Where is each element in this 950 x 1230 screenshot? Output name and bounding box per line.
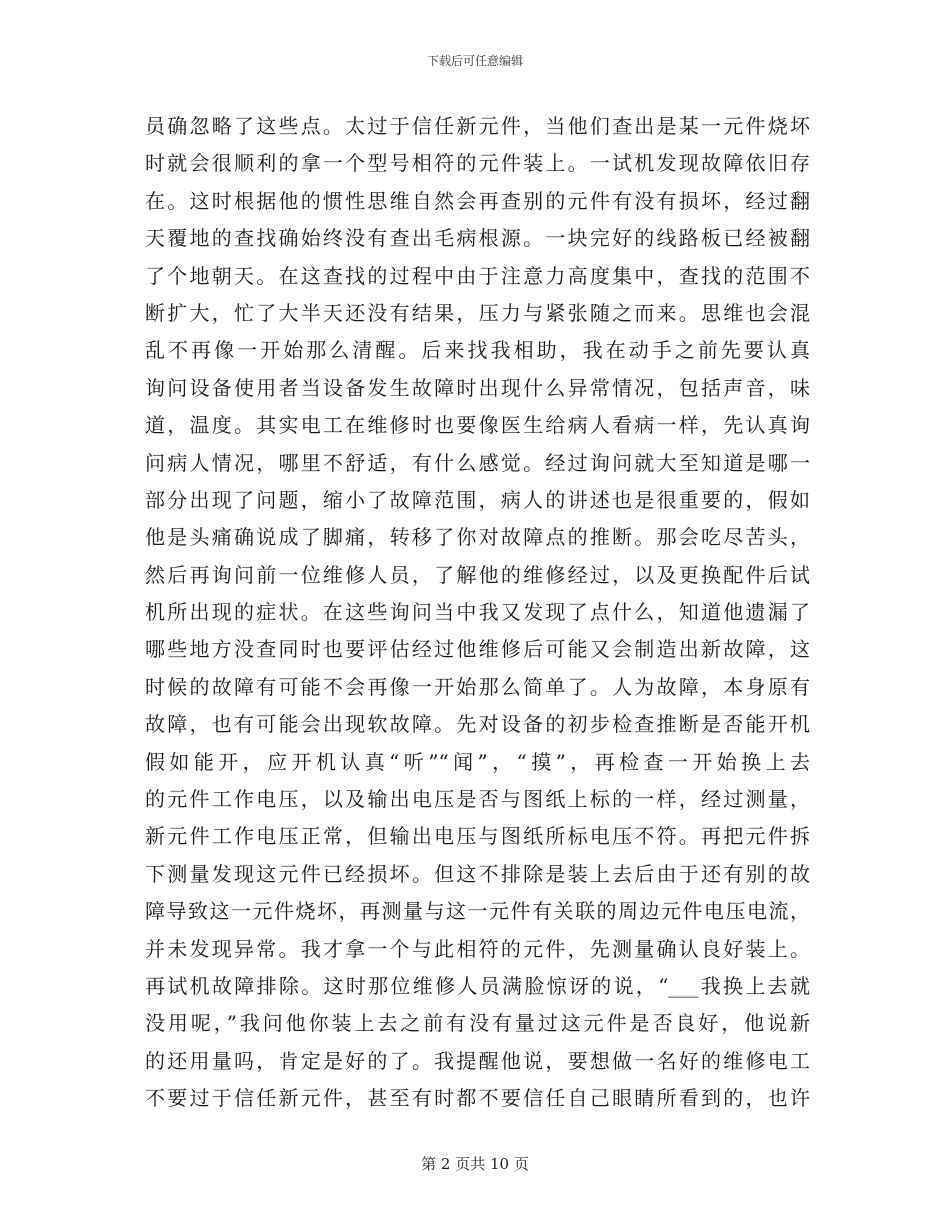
text-line: 并未发现异常。我才拿一个与此相符的元件，先测量确认良好装上。 bbox=[145, 936, 810, 961]
text-line: 的元件工作电压，以及输出电压是否与图纸上标的一样，经过测量， bbox=[145, 787, 810, 812]
body-text bbox=[145, 108, 810, 1118]
text-line: 故障，也有可能会出现软故障。先对设备的初步检查推断是否能开机 bbox=[145, 712, 810, 737]
text-line: 乱不再像一开始那么清醒。后来找我相助，我在动手之前先要认真 bbox=[145, 338, 810, 363]
text-line: 时候的故障有可能不会再像一开始那么简单了。人为故障，本身原有 bbox=[145, 674, 810, 699]
page-header: 下载后可任意编辑 bbox=[426, 54, 523, 68]
text-line: 问病人情况，哪里不舒适，有什么感觉。经过询问就大至知道是哪一 bbox=[145, 450, 810, 475]
text-line: 员确忽略了这些点。太过于信任新元件，当他们查出是某一元件烧坏 bbox=[145, 114, 810, 138]
text-line: 的还用量吗，肯定是好的了。我提醒他说，要想做一名好的维修电工 bbox=[145, 1048, 810, 1073]
text-line: 障导致这一元件烧坏，再测量与这一元件有关联的周边元件电压电流， bbox=[145, 899, 810, 924]
text-line: 机所出现的症状。在这些询问当中我又发现了点什么，知道他遗漏了 bbox=[145, 600, 810, 625]
text-line: 在。这时根据他的惯性思维自然会再查别的元件有没有损坏，经过翻 bbox=[145, 188, 810, 213]
text-line: 假如能开，应开机认真“听”“闻”，“摸”，再检查一开始换上去 bbox=[145, 749, 810, 774]
text-line: 道，温度。其实电工在维修时也要像医生给病人看病一样，先认真询 bbox=[145, 413, 810, 438]
text-line: 下测量发现这元件已经损坏。但这不排除是装上去后由于还有别的故 bbox=[145, 861, 810, 886]
text-line: 不要过于信任新元件，甚至有时都不要信任自己眼睛所看到的，也许 bbox=[145, 1086, 810, 1111]
text-line: 再试机故障排除。这时那位维修人员满脸惊讶的说，“___我换上去就 bbox=[145, 973, 810, 998]
text-line: 哪些地方没查同时也要评估经过他维修后可能又会制造出新故障，这 bbox=[145, 637, 810, 662]
text-line: 部分出现了问题，缩小了故障范围，病人的讲述也是很重要的，假如 bbox=[145, 487, 810, 512]
text-line: 新元件工作电压正常，但输出电压与图纸所标电压不符。再把元件拆 bbox=[145, 824, 810, 849]
text-line: 天覆地的查找确始终没有查出毛病根源。一块完好的线路板已经被翻 bbox=[145, 226, 810, 251]
text-line: 了个地朝天。在这查找的过程中由于注意力高度集中，查找的范围不 bbox=[145, 263, 810, 288]
text-line: 然后再询问前一位维修人员，了解他的维修经过，以及更换配件后试 bbox=[145, 562, 810, 587]
text-line: 断扩大，忙了大半天还没有结果，压力与紧张随之而来。思维也会混 bbox=[145, 300, 810, 325]
text-line: 他是头痛确说成了脚痛，转移了你对故障点的推断。那会吃尽苦头， bbox=[145, 525, 810, 550]
page-footer: 第 2 页共 10 页 bbox=[421, 1155, 529, 1173]
text-line: 时就会很顺利的拿一个型号相符的元件装上。一试机发现故障依旧存 bbox=[145, 151, 810, 176]
text-line: 没用呢，”我问他你装上去之前有没有量过这元件是否良好，他说新 bbox=[145, 1011, 810, 1036]
text-line: 询问设备使用者当设备发生故障时出现什么异常情况，包括声音，味 bbox=[145, 375, 810, 400]
